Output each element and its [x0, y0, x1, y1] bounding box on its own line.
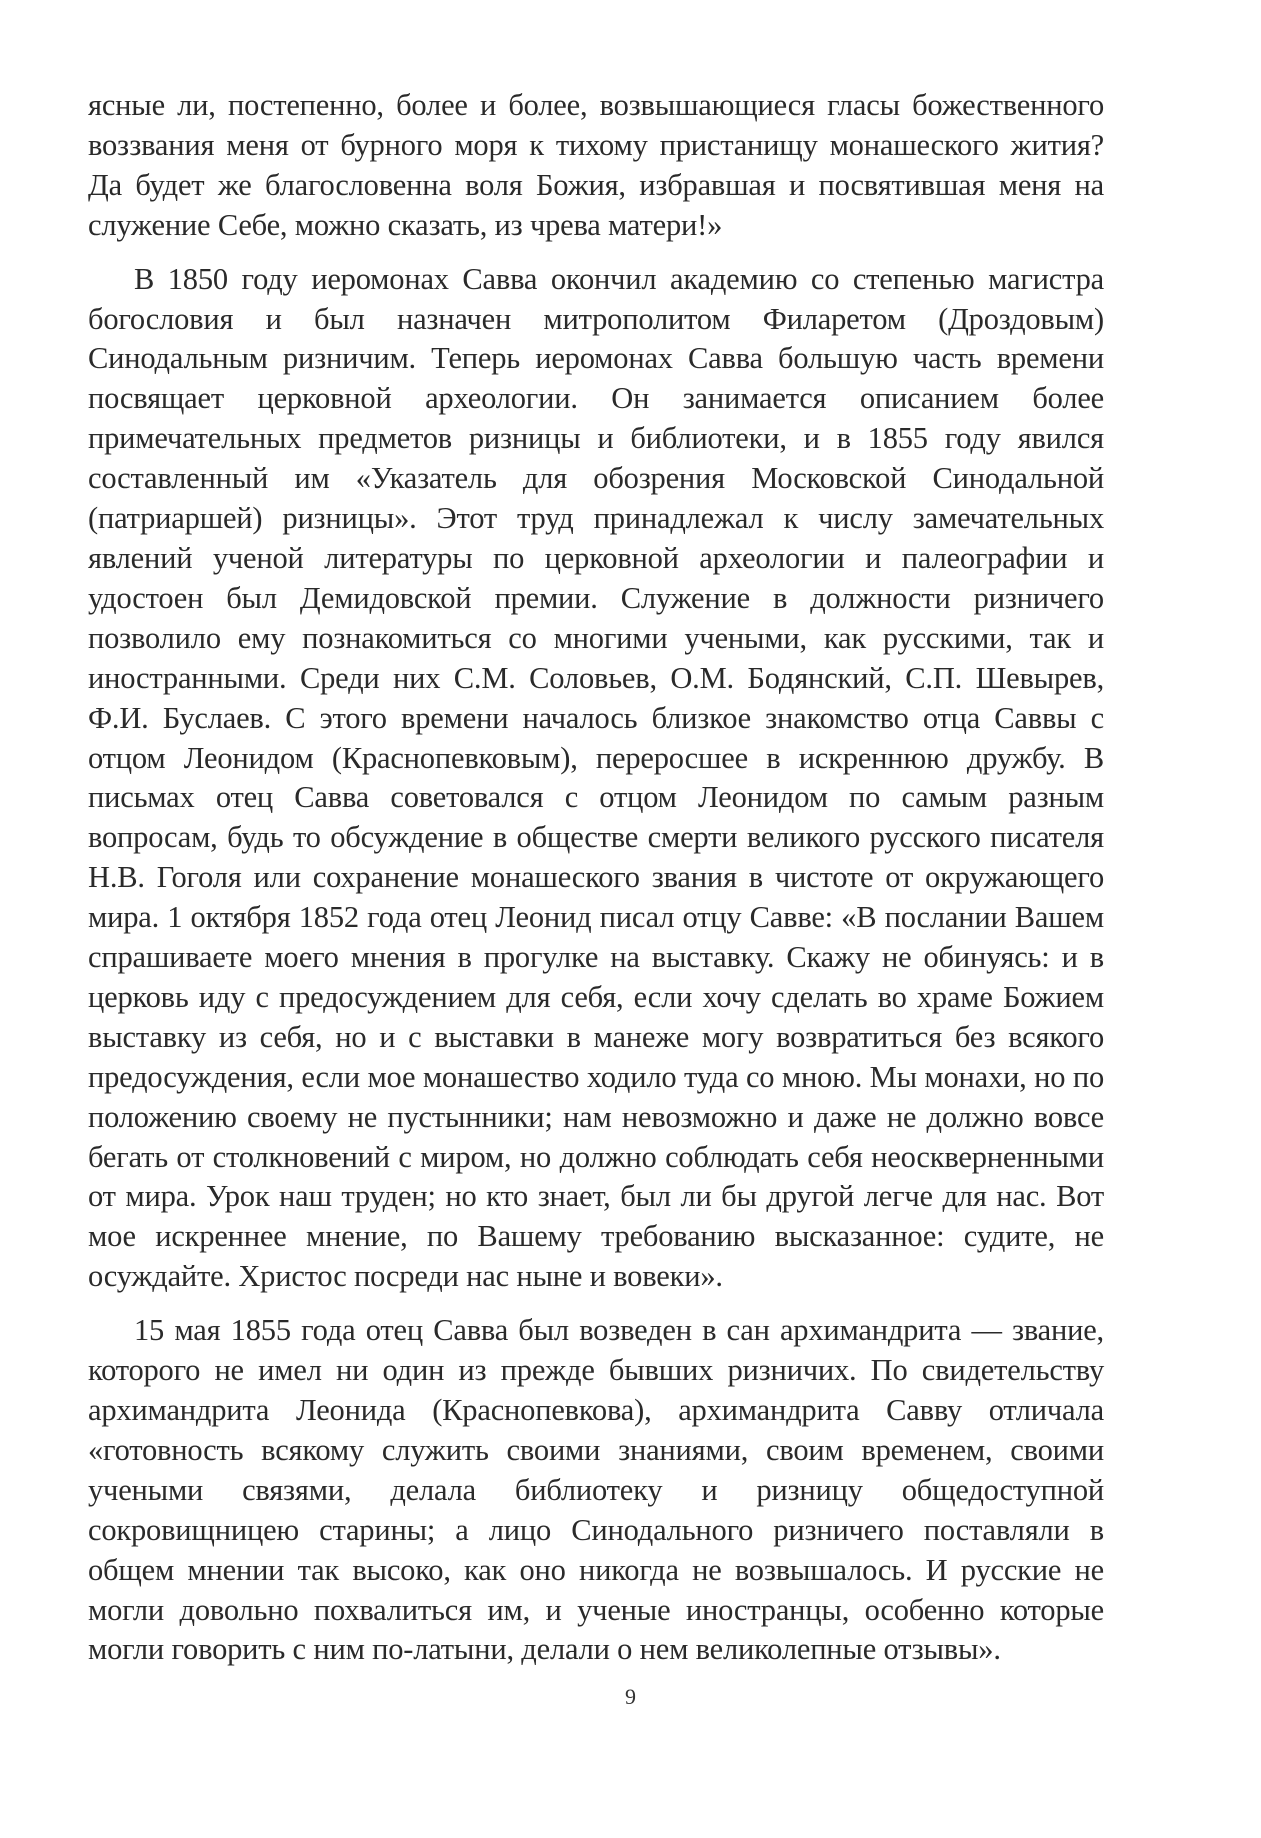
page-number: 9 — [625, 1684, 636, 1709]
body-text — [88, 86, 1104, 1670]
paragraph-1855: 15 мая 1855 года отец Савва был возведен в сан архимандрита — звание, которого не имел ни один из прежде бывших ризничих. По свидетельству архимандрита Леонида (Краснопевкова), архимандрита Савву отличала «готовность всякому служить своими знаниями, своим временем, своими учеными связями, делала библиотеку и ризницу общедоступной сокровищницею старины; а лицо Синодального ризничего поставляли в общем мнении так высоко, как оно никогда не возвышалось. И русские не могли довольно похвалиться им, и ученые иностранцы, особенно которые могли говорить с ним по-латыни, делали о нем великолепные отзывы». — [88, 1313, 1104, 1667]
paragraph-1850: В 1850 году иеромонах Савва окончил академию со степенью магистра богословия и был назначен митрополитом Филаретом (Дроздовым) Синодальным ризничим. Теперь иеромонах Савва большую часть времени посвящает церковной археологии. Он занимается описанием более примечательных предметов ризницы и библиотеки, и в 1855 году явился составленный им «Указатель для обозрения Московской Синодальной (патриаршей) ризницы». Этот труд принадлежал к числу замечательных явлений ученой литературы по церковной археологии и палеографии и удостоен был Демидовской премии. Служение в должности ризничего позволило ему познакомиться со многими учеными, как русскими, так и иностранными. Среди них С.М. Соловьев, О.М. Бодянский, С.П. Шевырев, Ф.И. Буслаев. С этого времени началось близкое знакомство отца Саввы с отцом Леонидом (Краснопевковым), переросшее в искреннюю дружбу. В письмах отец Савва советовался с отцом Леонидом по самым разным вопросам, будь то обсуждение в обществе смерти великого русского писателя Н.В. Гоголя или сохранение монашеского звания в чистоте от окружающего мира. 1 октября 1852 года отец Леонид писал отцу Савве: «В послании Вашем спрашиваете моего мнения в прогулке на выставку. Скажу не обинуясь: и в церковь иду с предосуждением для себя, если хочу сделать во храме Божием выставку из себя, но и с выставки в манеже могу возвратиться без всякого предосуждения, если мое монашество ходило туда со мною. Мы монахи, но по положению своему не пустынники; нам невозможно и даже не должно вовсе бегать от столкновений с миром, но должно соблюдать себя неоскверненными от мира. Урок наш труден; но кто знает, был ли бы другой легче для нас. Вот мое искреннее мнение, по Вашему требованию высказанное: судите, не осуждайте. Христос посреди нас ныне и вовеки». — [88, 261, 1104, 1294]
paragraph-continuation: ясные ли, постепенно, более и более, возвышающиеся гласы божественного воззвания меня от бурного моря к тихому пристанищу монашеского жития? Да будет же благословенна воля Божия, избравшая и посвятившая меня на служение Себе, можно сказать, из чрева матери!» — [88, 88, 1104, 242]
